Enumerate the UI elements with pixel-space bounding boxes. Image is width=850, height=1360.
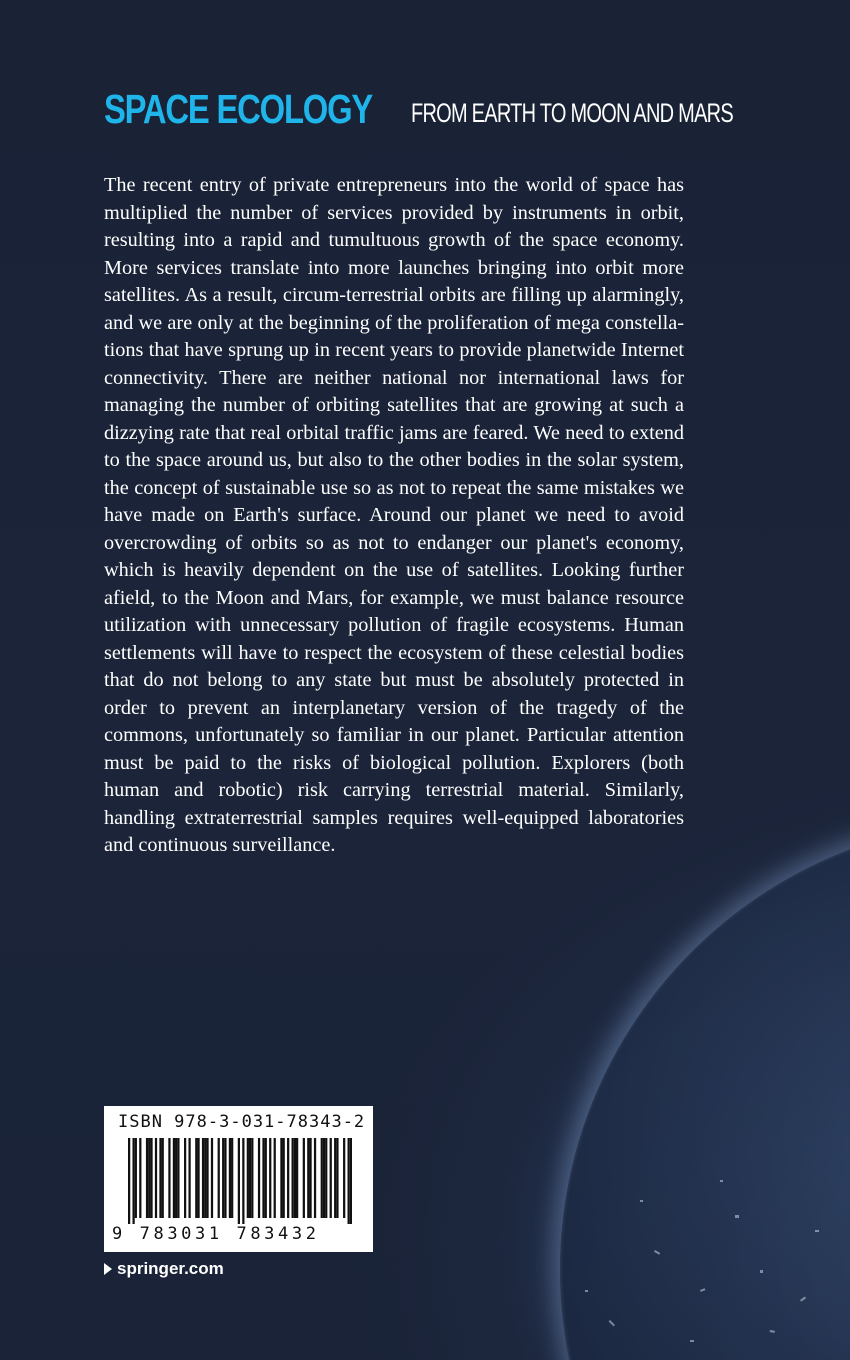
back-cover-blurb: The recent entry of private entrepreneurs into the world of space has multiplied the number of services provided by instruments in orbit, resulting into a rapid and tumultuous growth of the space economy. More services translate into more launches bringing into orbit more satellites. As a result, circum-terrestrial orbits are filling up alarmingly, and we are only at the beginning of the proliferation of mega constellations that have sprung up in recent years to provide planetwide Internet connectivity. There are neither national nor international laws for managing the number of orbiting satellites that are growing at such a dizzying rate that real orbital traffic jams are feared. We need to extend to the space around us, but also to the other bodies in the solar system, the concept of sustainable use so as not to repeat the same mistakes we have made on Earth's surface. Around our planet we need to avoid overcrowding of orbits so as not to endanger our planet's economy, which is heavily dependent on the use of satellites. Looking further afield, to the Moon and Mars, for example, we must balance resource utilization with unnecessary pollution of fragile ecosystems. Human settlements will have to respect the ecosystem of these celestial bodies that do not belong to any state but must be absolutely protected in order to prevent an interplanetary version of the tragedy of the commons, unfortunately so familiar in our planet. Particular attention must be paid to the risks of biological pollution. Explorers (both human and robotic) risk carrying terrestrial material. Similarly, handling extraterrestrial samples requires well-equipped laboratories and continuous surveillance. [104, 174, 684, 856]
barcode-bar [211, 1138, 213, 1218]
barcode-bar [184, 1138, 186, 1218]
barcode-bar [287, 1138, 289, 1218]
barcode-bar [204, 1138, 206, 1218]
barcode-bar [150, 1138, 152, 1218]
barcode-bar [197, 1138, 199, 1218]
barcode-bar [188, 1138, 190, 1218]
barcode-label [104, 1106, 373, 1252]
barcode-bar [238, 1138, 240, 1224]
book-title: SPACE ECOLOGY [104, 86, 373, 132]
barcode-bar [132, 1138, 134, 1224]
barcode-bar [202, 1138, 204, 1218]
barcode-bar [280, 1138, 282, 1218]
barcode-bar [177, 1138, 179, 1218]
barcode-bar [309, 1138, 311, 1218]
title-row [104, 86, 846, 133]
publisher-link[interactable] [104, 1259, 224, 1279]
publisher-url: springer.com [117, 1259, 224, 1278]
barcode-bar [321, 1138, 323, 1218]
barcode-bar [159, 1138, 161, 1218]
barcode-bar [334, 1138, 336, 1218]
barcode-bar [262, 1138, 264, 1218]
barcode-bar [206, 1138, 208, 1218]
barcode-bars [128, 1138, 352, 1224]
barcode-bar [146, 1138, 148, 1218]
barcode-bar [296, 1138, 298, 1218]
barcode-bar [168, 1138, 170, 1218]
barcode-bar [348, 1138, 350, 1224]
barcode-bar [135, 1138, 137, 1218]
barcode-bar [218, 1138, 220, 1218]
barcode-bar [173, 1138, 175, 1218]
barcode-bar [274, 1138, 276, 1218]
barcode-bar [231, 1138, 233, 1218]
barcode-bar [242, 1138, 244, 1224]
barcode-bar [343, 1138, 345, 1218]
isbn-label: ISBN 978-3-031-78343-2 [118, 1112, 366, 1132]
barcode-digits: 9 783031 783432 [112, 1224, 320, 1244]
arrow-right-icon [104, 1263, 112, 1275]
barcode-bar [323, 1138, 325, 1218]
barcode-bar [303, 1138, 305, 1218]
barcode-bar [148, 1138, 150, 1218]
barcode-bar [292, 1138, 294, 1218]
barcode-bar [325, 1138, 327, 1218]
barcode-bar [222, 1138, 224, 1218]
barcode-bar [265, 1138, 267, 1218]
barcode-bar [128, 1138, 130, 1224]
barcode-bar [229, 1138, 231, 1218]
barcode-bar [247, 1138, 249, 1218]
barcode-bar [195, 1138, 197, 1218]
barcode-bar [249, 1138, 251, 1218]
barcode-bar [314, 1138, 316, 1218]
barcode-bar [283, 1138, 285, 1218]
book-subtitle: FROM EARTH TO MOON AND MARS [411, 98, 734, 128]
barcode-bar [224, 1138, 226, 1218]
planet-illustration [560, 820, 850, 1360]
barcode-bar [162, 1138, 164, 1218]
barcode-bar [258, 1138, 260, 1218]
barcode-bar [336, 1138, 338, 1218]
barcode-bar [269, 1138, 271, 1218]
barcode-bar [350, 1138, 352, 1224]
barcode-bar [139, 1138, 141, 1218]
barcode-bar [330, 1138, 332, 1218]
barcode-bar [251, 1138, 253, 1218]
barcode-bar [294, 1138, 296, 1218]
barcode-bar [175, 1138, 177, 1218]
barcode-bar [307, 1138, 309, 1218]
barcode-bar [155, 1138, 157, 1218]
